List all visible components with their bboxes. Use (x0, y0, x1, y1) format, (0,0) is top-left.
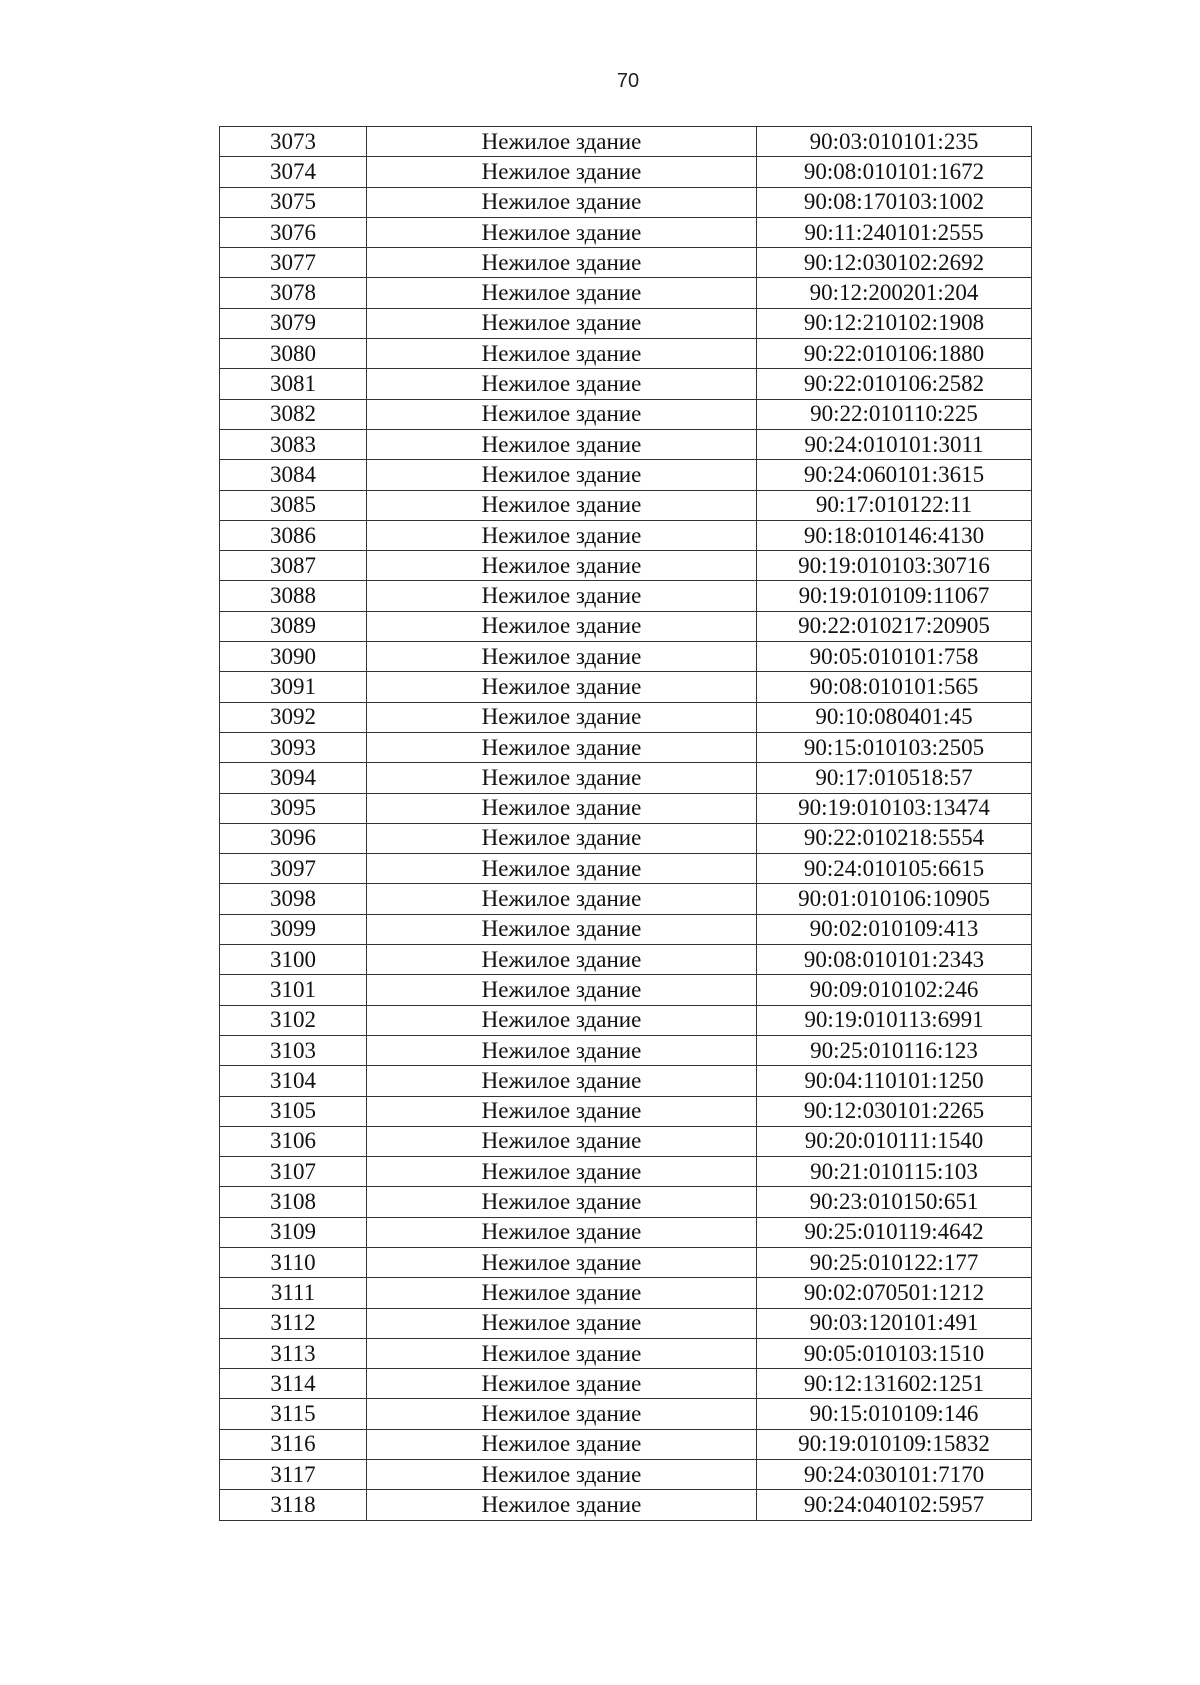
table-row (220, 1369, 1032, 1399)
table-row (220, 551, 1032, 581)
row-number-cell: 3075 (220, 187, 367, 217)
object-type-cell: Нежилое здание (367, 1096, 757, 1126)
row-number-cell: 3111 (220, 1278, 367, 1308)
table-row (220, 642, 1032, 672)
table-row (220, 1126, 1032, 1156)
table-row (220, 793, 1032, 823)
object-type-cell: Нежилое здание (367, 642, 757, 672)
cadastral-number-cell: 90:08:010101:2343 (757, 945, 1032, 975)
row-number-cell: 3105 (220, 1096, 367, 1126)
row-number-cell: 3083 (220, 429, 367, 459)
cadastral-number-cell: 90:19:010109:15832 (757, 1429, 1032, 1459)
object-type-cell: Нежилое здание (367, 187, 757, 217)
object-type-cell: Нежилое здание (367, 1460, 757, 1490)
cadastral-number-cell: 90:11:240101:2555 (757, 217, 1032, 247)
row-number-cell: 3088 (220, 581, 367, 611)
cadastral-number-cell: 90:22:010217:20905 (757, 611, 1032, 641)
table-row (220, 187, 1032, 217)
object-type-cell: Нежилое здание (367, 1005, 757, 1035)
object-type-cell: Нежилое здание (367, 702, 757, 732)
cadastral-number-cell: 90:12:131602:1251 (757, 1369, 1032, 1399)
object-type-cell: Нежилое здание (367, 823, 757, 853)
cadastral-number-cell: 90:25:010119:4642 (757, 1217, 1032, 1247)
row-number-cell: 3086 (220, 520, 367, 550)
table-row (220, 1217, 1032, 1247)
table-row (220, 248, 1032, 278)
table-row (220, 581, 1032, 611)
row-number-cell: 3082 (220, 399, 367, 429)
cadastral-number-cell: 90:18:010146:4130 (757, 520, 1032, 550)
table-row (220, 763, 1032, 793)
object-type-cell: Нежилое здание (367, 157, 757, 187)
row-number-cell: 3103 (220, 1035, 367, 1065)
object-type-cell: Нежилое здание (367, 520, 757, 550)
row-number-cell: 3110 (220, 1247, 367, 1277)
table-row (220, 1005, 1032, 1035)
row-number-cell: 3115 (220, 1399, 367, 1429)
table-row (220, 520, 1032, 550)
row-number-cell: 3091 (220, 672, 367, 702)
row-number-cell: 3087 (220, 551, 367, 581)
row-number-cell: 3104 (220, 1066, 367, 1096)
table-row (220, 914, 1032, 944)
object-type-cell: Нежилое здание (367, 490, 757, 520)
object-type-cell: Нежилое здание (367, 1247, 757, 1277)
row-number-cell: 3085 (220, 490, 367, 520)
table-row (220, 823, 1032, 853)
property-table-body (220, 127, 1032, 1521)
object-type-cell: Нежилое здание (367, 1126, 757, 1156)
cadastral-number-cell: 90:24:040102:5957 (757, 1490, 1032, 1520)
cadastral-number-cell: 90:15:010103:2505 (757, 732, 1032, 762)
row-number-cell: 3108 (220, 1187, 367, 1217)
row-number-cell: 3096 (220, 823, 367, 853)
cadastral-number-cell: 90:09:010102:246 (757, 975, 1032, 1005)
object-type-cell: Нежилое здание (367, 854, 757, 884)
object-type-cell: Нежилое здание (367, 460, 757, 490)
cadastral-number-cell: 90:19:010103:13474 (757, 793, 1032, 823)
row-number-cell: 3097 (220, 854, 367, 884)
object-type-cell: Нежилое здание (367, 278, 757, 308)
cadastral-number-cell: 90:19:010103:30716 (757, 551, 1032, 581)
row-number-cell: 3089 (220, 611, 367, 641)
cadastral-number-cell: 90:24:060101:3615 (757, 460, 1032, 490)
table-row (220, 672, 1032, 702)
object-type-cell: Нежилое здание (367, 1429, 757, 1459)
page-number: 70 (616, 70, 640, 92)
row-number-cell: 3109 (220, 1217, 367, 1247)
cadastral-number-cell: 90:22:010106:2582 (757, 369, 1032, 399)
cadastral-number-cell: 90:08:170103:1002 (757, 187, 1032, 217)
row-number-cell: 3095 (220, 793, 367, 823)
object-type-cell: Нежилое здание (367, 611, 757, 641)
cadastral-number-cell: 90:12:030102:2692 (757, 248, 1032, 278)
table-row (220, 1096, 1032, 1126)
row-number-cell: 3099 (220, 914, 367, 944)
cadastral-number-cell: 90:20:010111:1540 (757, 1126, 1032, 1156)
table-row (220, 1247, 1032, 1277)
table-row (220, 854, 1032, 884)
cadastral-number-cell: 90:05:010101:758 (757, 642, 1032, 672)
table-row (220, 702, 1032, 732)
row-number-cell: 3107 (220, 1157, 367, 1187)
table-row (220, 1035, 1032, 1065)
object-type-cell: Нежилое здание (367, 1490, 757, 1520)
cadastral-number-cell: 90:15:010109:146 (757, 1399, 1032, 1429)
cadastral-number-cell: 90:25:010122:177 (757, 1247, 1032, 1277)
cadastral-number-cell: 90:03:120101:491 (757, 1308, 1032, 1338)
object-type-cell: Нежилое здание (367, 1278, 757, 1308)
table-row (220, 429, 1032, 459)
table-row (220, 490, 1032, 520)
row-number-cell: 3084 (220, 460, 367, 490)
object-type-cell: Нежилое здание (367, 793, 757, 823)
row-number-cell: 3118 (220, 1490, 367, 1520)
table-row (220, 1460, 1032, 1490)
object-type-cell: Нежилое здание (367, 1035, 757, 1065)
row-number-cell: 3079 (220, 308, 367, 338)
table-row (220, 1429, 1032, 1459)
object-type-cell: Нежилое здание (367, 369, 757, 399)
table-row (220, 1399, 1032, 1429)
object-type-cell: Нежилое здание (367, 127, 757, 157)
row-number-cell: 3073 (220, 127, 367, 157)
cadastral-number-cell: 90:17:010518:57 (757, 763, 1032, 793)
cadastral-number-cell: 90:24:010101:3011 (757, 429, 1032, 459)
object-type-cell: Нежилое здание (367, 1187, 757, 1217)
object-type-cell: Нежилое здание (367, 914, 757, 944)
object-type-cell: Нежилое здание (367, 1066, 757, 1096)
row-number-cell: 3098 (220, 884, 367, 914)
cadastral-number-cell: 90:03:010101:235 (757, 127, 1032, 157)
object-type-cell: Нежилое здание (367, 672, 757, 702)
object-type-cell: Нежилое здание (367, 1308, 757, 1338)
object-type-cell: Нежилое здание (367, 217, 757, 247)
row-number-cell: 3078 (220, 278, 367, 308)
row-number-cell: 3101 (220, 975, 367, 1005)
cadastral-number-cell: 90:02:010109:413 (757, 914, 1032, 944)
cadastral-number-cell: 90:12:200201:204 (757, 278, 1032, 308)
object-type-cell: Нежилое здание (367, 975, 757, 1005)
table-row (220, 308, 1032, 338)
object-type-cell: Нежилое здание (367, 399, 757, 429)
object-type-cell: Нежилое здание (367, 1338, 757, 1368)
table-row (220, 157, 1032, 187)
cadastral-number-cell: 90:02:070501:1212 (757, 1278, 1032, 1308)
row-number-cell: 3081 (220, 369, 367, 399)
cadastral-number-cell: 90:08:010101:565 (757, 672, 1032, 702)
cadastral-number-cell: 90:24:030101:7170 (757, 1460, 1032, 1490)
object-type-cell: Нежилое здание (367, 1399, 757, 1429)
cadastral-number-cell: 90:01:010106:10905 (757, 884, 1032, 914)
table-row (220, 1308, 1032, 1338)
row-number-cell: 3077 (220, 248, 367, 278)
table-row (220, 732, 1032, 762)
table-row (220, 1157, 1032, 1187)
table-row (220, 1278, 1032, 1308)
cadastral-number-cell: 90:10:080401:45 (757, 702, 1032, 732)
object-type-cell: Нежилое здание (367, 763, 757, 793)
table-row (220, 975, 1032, 1005)
object-type-cell: Нежилое здание (367, 581, 757, 611)
cadastral-number-cell: 90:12:030101:2265 (757, 1096, 1032, 1126)
row-number-cell: 3092 (220, 702, 367, 732)
row-number-cell: 3080 (220, 339, 367, 369)
property-table-container (219, 126, 1031, 1521)
table-row (220, 1187, 1032, 1217)
cadastral-number-cell: 90:17:010122:11 (757, 490, 1032, 520)
table-row (220, 217, 1032, 247)
row-number-cell: 3093 (220, 732, 367, 762)
cadastral-number-cell: 90:08:010101:1672 (757, 157, 1032, 187)
row-number-cell: 3113 (220, 1338, 367, 1368)
object-type-cell: Нежилое здание (367, 1157, 757, 1187)
property-table (219, 126, 1032, 1521)
table-row (220, 339, 1032, 369)
object-type-cell: Нежилое здание (367, 1217, 757, 1247)
row-number-cell: 3116 (220, 1429, 367, 1459)
cadastral-number-cell: 90:05:010103:1510 (757, 1338, 1032, 1368)
row-number-cell: 3090 (220, 642, 367, 672)
table-row (220, 1338, 1032, 1368)
cadastral-number-cell: 90:25:010116:123 (757, 1035, 1032, 1065)
object-type-cell: Нежилое здание (367, 339, 757, 369)
table-row (220, 127, 1032, 157)
table-row (220, 369, 1032, 399)
row-number-cell: 3074 (220, 157, 367, 187)
object-type-cell: Нежилое здание (367, 884, 757, 914)
row-number-cell: 3117 (220, 1460, 367, 1490)
row-number-cell: 3102 (220, 1005, 367, 1035)
table-row (220, 611, 1032, 641)
object-type-cell: Нежилое здание (367, 308, 757, 338)
table-row (220, 945, 1032, 975)
table-row (220, 1490, 1032, 1520)
cadastral-number-cell: 90:22:010110:225 (757, 399, 1032, 429)
table-row (220, 460, 1032, 490)
cadastral-number-cell: 90:04:110101:1250 (757, 1066, 1032, 1096)
table-row (220, 399, 1032, 429)
row-number-cell: 3076 (220, 217, 367, 247)
row-number-cell: 3094 (220, 763, 367, 793)
object-type-cell: Нежилое здание (367, 945, 757, 975)
table-row (220, 884, 1032, 914)
cadastral-number-cell: 90:23:010150:651 (757, 1187, 1032, 1217)
table-row (220, 1066, 1032, 1096)
row-number-cell: 3114 (220, 1369, 367, 1399)
row-number-cell: 3106 (220, 1126, 367, 1156)
cadastral-number-cell: 90:22:010218:5554 (757, 823, 1032, 853)
object-type-cell: Нежилое здание (367, 248, 757, 278)
cadastral-number-cell: 90:24:010105:6615 (757, 854, 1032, 884)
object-type-cell: Нежилое здание (367, 1369, 757, 1399)
cadastral-number-cell: 90:12:210102:1908 (757, 308, 1032, 338)
cadastral-number-cell: 90:21:010115:103 (757, 1157, 1032, 1187)
cadastral-number-cell: 90:19:010109:11067 (757, 581, 1032, 611)
row-number-cell: 3112 (220, 1308, 367, 1338)
table-row (220, 278, 1032, 308)
cadastral-number-cell: 90:22:010106:1880 (757, 339, 1032, 369)
row-number-cell: 3100 (220, 945, 367, 975)
cadastral-number-cell: 90:19:010113:6991 (757, 1005, 1032, 1035)
object-type-cell: Нежилое здание (367, 551, 757, 581)
object-type-cell: Нежилое здание (367, 732, 757, 762)
object-type-cell: Нежилое здание (367, 429, 757, 459)
